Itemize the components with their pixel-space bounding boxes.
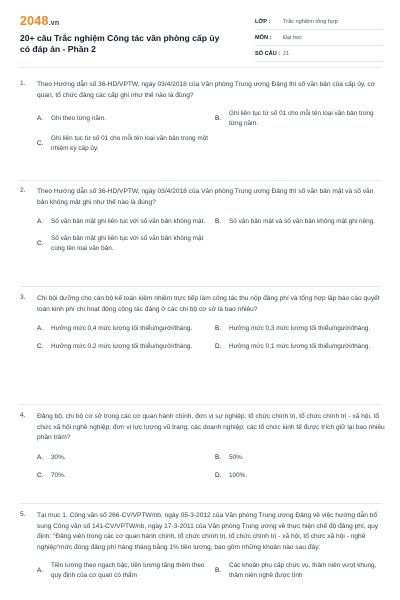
option-text: Hưởng mức 0,3 mức lương tối thiểu/người/tháng.	[229, 325, 371, 333]
option-text: Số văn bản mật ghi liên tục với số văn bản không mật cùng tên loại văn bản.	[51, 235, 204, 252]
question-text: Đảng bộ, chi bộ cơ sở trong các cơ quan hành chính, đơn vị sự nghiệp; tổ chức chính trị, tổ chức chính trị - xã hội, tổ chức xã hội nghề nghiệp; đơn vị lực lượng vũ trang; các doanh nghiệp; các tổ chức kinh tế được trích giữ lại bao nhiêu phần trăm?	[37, 413, 385, 441]
question-text: Theo Hướng dẫn số 36-HD/VPTW, ngày 03/4/2018 của Văn phòng Trung ương Đảng thì số văn bản của cấp ủy, cơ quan, tổ chức đảng các cấp ghi như thế nào là đúng?	[37, 81, 376, 99]
option-b[interactable]	[215, 323, 387, 335]
option-letter: A.	[37, 453, 44, 461]
option-letter: B.	[215, 218, 222, 226]
option-text: Hưởng mức 0,4 mức lương tối thiểu/người/tháng.	[51, 325, 193, 333]
option-text: Ghi theo từng năm.	[51, 114, 107, 122]
option-list	[37, 323, 385, 353]
option-letter: C.	[37, 239, 44, 247]
option-list	[37, 216, 385, 253]
option-list	[37, 561, 385, 580]
option-a[interactable]	[37, 452, 209, 464]
meta-value: Đại học	[283, 34, 302, 41]
option-letter: A.	[37, 325, 44, 333]
page-title: 20+ câu Trắc nghiệm Công tác văn phòng cấp ủy có đáp án - Phần 2	[20, 33, 220, 54]
meta-value: 21	[283, 50, 290, 57]
question-number: 2.	[20, 187, 26, 194]
option-b[interactable]	[215, 109, 387, 128]
meta-row-count	[255, 46, 383, 62]
option-letter: A.	[37, 114, 44, 122]
option-letter: C.	[37, 343, 44, 351]
option-a[interactable]	[37, 216, 209, 228]
option-letter: C.	[37, 139, 44, 147]
question-5	[20, 511, 385, 580]
document-header	[0, 0, 400, 62]
option-d[interactable]	[215, 341, 387, 353]
meta-row-class	[255, 14, 383, 30]
option-b[interactable]	[215, 452, 387, 464]
question-divider	[20, 286, 382, 287]
question-divider	[20, 503, 382, 504]
option-c[interactable]	[37, 134, 209, 153]
meta-key: MÔN :	[255, 34, 272, 41]
question-text: Theo Hướng dẫn số 36-HD/VPTW, ngày 03/4/2018 của Văn phòng Trung ương Đảng thì số văn bản mật và số văn bản không mật ghi như thế nào là đúng?	[37, 188, 374, 206]
question-4	[20, 412, 385, 482]
option-letter: B.	[215, 453, 222, 461]
logo-suffix: .vn	[48, 20, 60, 27]
option-letter: B.	[215, 114, 222, 122]
option-c[interactable]	[37, 234, 209, 253]
option-text: 50%.	[229, 453, 244, 461]
meta-key: SỐ CÂU :	[255, 50, 281, 57]
option-letter: A.	[37, 566, 44, 574]
meta-table	[255, 14, 383, 62]
option-text: Các khoản phụ cấp chức vụ, thâm niên vượt khung, thâm niên nghề được tính	[229, 562, 377, 579]
option-letter: B.	[215, 566, 222, 574]
question-number: 1.	[20, 80, 26, 87]
meta-row-subject	[255, 30, 383, 46]
question-number: 3.	[20, 294, 26, 301]
option-letter: D.	[215, 471, 222, 479]
option-letter: D.	[215, 343, 222, 351]
question-3	[20, 294, 385, 353]
option-b[interactable]	[215, 561, 387, 580]
option-c[interactable]	[37, 470, 209, 482]
question-1	[20, 80, 385, 153]
option-a[interactable]	[37, 561, 209, 580]
question-divider	[20, 180, 382, 181]
option-letter: C.	[37, 471, 44, 479]
option-list	[37, 452, 385, 482]
option-text: Hưởng mức 0,1 mức lương tối thiểu/người/tháng.	[229, 343, 371, 351]
question-2	[20, 187, 385, 253]
question-number: 4.	[20, 412, 26, 419]
option-text: Ghi liên tục từ số 01 cho mỗi tên loại văn bản trong một nhiệm kỳ cấp ủy.	[51, 135, 209, 152]
logo-main: 2048	[20, 14, 49, 28]
option-letter: B.	[215, 325, 222, 333]
site-logo[interactable]	[20, 14, 59, 28]
option-text: Số văn bản mật và số văn bản không mật ghi riêng.	[229, 218, 376, 226]
option-text: 30%.	[51, 453, 66, 461]
question-number: 5.	[20, 511, 26, 518]
question-divider	[20, 404, 382, 405]
header-divider	[20, 67, 382, 68]
option-a[interactable]	[37, 323, 209, 335]
meta-key: LỚP :	[255, 18, 271, 25]
option-text: 100%.	[229, 471, 248, 479]
question-text: Chi bội dưỡng cho cán bộ kế toán kiêm nhiệm trực tiếp làm công tác thu nộp đảng phí và tổng hợp lập báo cáo quyết toán kinh phí chi hoạt động công tác đảng ở các chi bộ cơ sở là bao nhiêu?	[37, 295, 380, 313]
meta-value: Trắc nghiệm tổng hợp	[283, 18, 338, 25]
option-b[interactable]	[215, 216, 387, 228]
option-text: Ghi liên tục từ số 01 cho mỗi tên loại văn bản trong từng năm.	[229, 110, 374, 127]
question-text: Tại mục 1, Công văn số 266-CV/VPTW/nb, ngày 05-3-2012 của Văn phòng Trung ương Đảng về việc hướng dẫn bổ sung Công văn số 141-CV/VPTW/nb, ngày 17-3-2011 của Văn phòng Trung ương về thực hiện chế độ đảng phí, quy định: “Đảng viên trong các cơ quan hành chính, tổ chức chính trị, tổ chức chính trị - xã hội, tổ chức xã hội - nghề nghiệp“mức đóng đảng phí hàng tháng bằng 1% tiền lương, bao gồm những khoản nào sau đây:	[37, 512, 379, 551]
option-text: 70%.	[51, 471, 66, 479]
option-text: Số văn bản mật ghi liên tục với số văn bản không mật.	[51, 218, 206, 226]
option-letter: A.	[37, 218, 44, 226]
option-d[interactable]	[215, 470, 387, 482]
option-list	[37, 109, 385, 153]
option-text: Tiền lương theo ngạch bậc, tiền lương tăng thêm theo quy định của cơ quan có thẩm	[51, 562, 205, 579]
option-text: Hưởng mức 0,2 mức lương tối thiểu/người/tháng.	[51, 343, 193, 351]
option-a[interactable]	[37, 109, 209, 128]
option-c[interactable]	[37, 341, 209, 353]
